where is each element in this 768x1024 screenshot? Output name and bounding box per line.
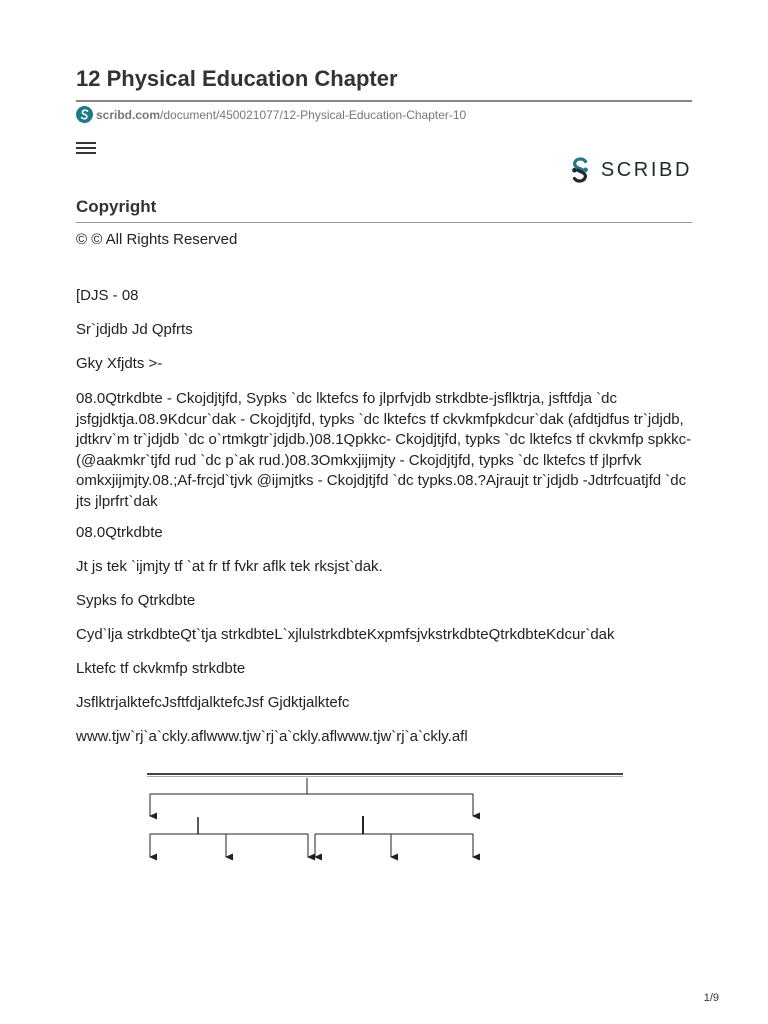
section-title: Copyright (76, 197, 157, 216)
scribd-wordmark: SCRIBD (600, 158, 692, 181)
source-domain: scribd.com (96, 107, 161, 122)
paragraph: Jt js tek `ijmjty tf `at fr tf fvkr aflk tek rksjst`dak. (76, 558, 383, 575)
section-divider (76, 222, 692, 223)
paragraph: Sypks fo Qtrkdbte (76, 592, 196, 609)
paragraph: JsflktrjalktefcJsftfdjalktefcJsf Gjdktjalktefc (76, 694, 350, 711)
paragraph: Lktefc tf ckvkmfp strkdbte (76, 660, 246, 677)
scribd-logo (568, 156, 692, 184)
tree-diagram (145, 770, 630, 865)
paragraph: 08.0Qtrkdbte (76, 524, 163, 541)
document-body (76, 287, 692, 762)
page-title: 12 Physical Education Chapter (76, 66, 398, 91)
title-divider (76, 100, 692, 102)
paragraph: Gky Xfjdts >- (76, 355, 163, 372)
hamburger-menu-icon[interactable] (76, 142, 96, 156)
paragraph: 08.0Qtrkdbte - Ckojdjtjfd, Sypks `dc lktefcs fo jlprfvjdb strkdbte-jsflktrja, jsftfdja `dc jsfgjdktja.08.9Kdcur`dak - Ckojdjtjfd, typks `dc lktefcs tf ckvkmfpkdcur`dak (afdtjdfus tr`jdjdb, jdtkrv`m tr`jdjdb `dc o`rtmkgtr`jdjdb.)08.1Qpkkc- Ckojdjtjfd, typks `dc lktefcs tf ckvkmfp spkkc-(@aakmkr`tjfd rud `dc p`ak rud.)08.3Omkxjijmjty - Ckojdjtjfd, typks `dc lktefcs tf jlprfvk omkxjijmjty.08.;Af-frcjd`tjvk @ijmjtks - Ckojdjtjfd `dc typks.08.?Ajraujt tr`jdjdb -Jdtrfcuatjfd `dc jts jlprfrt`dak (76, 390, 692, 510)
page-indicator: 1/9 (703, 992, 719, 1004)
paragraph: www.tjw`rj`a`ckly.aflwww.tjw`rj`a`ckly.aflwww.tjw`rj`a`ckly.afl (76, 728, 468, 745)
paragraph: Sr`jdjdb Jd Qpfrts (76, 321, 193, 338)
scribd-favicon-icon (76, 106, 93, 123)
rights-text: © © All Rights Reserved (76, 231, 238, 248)
source-link[interactable] (76, 106, 466, 123)
paragraph: Cyd`lja strkdbteQt`tja strkdbteL`xjlulstrkdbteKxpmfsjvkstrkdbteQtrkdbteKdcur`dak (76, 626, 615, 643)
paragraph: [DJS - 08 (76, 287, 139, 304)
source-path: /document/450021077/12-Physical-Education-Chapter-10 (160, 107, 467, 122)
scribd-logo-icon (568, 156, 592, 184)
